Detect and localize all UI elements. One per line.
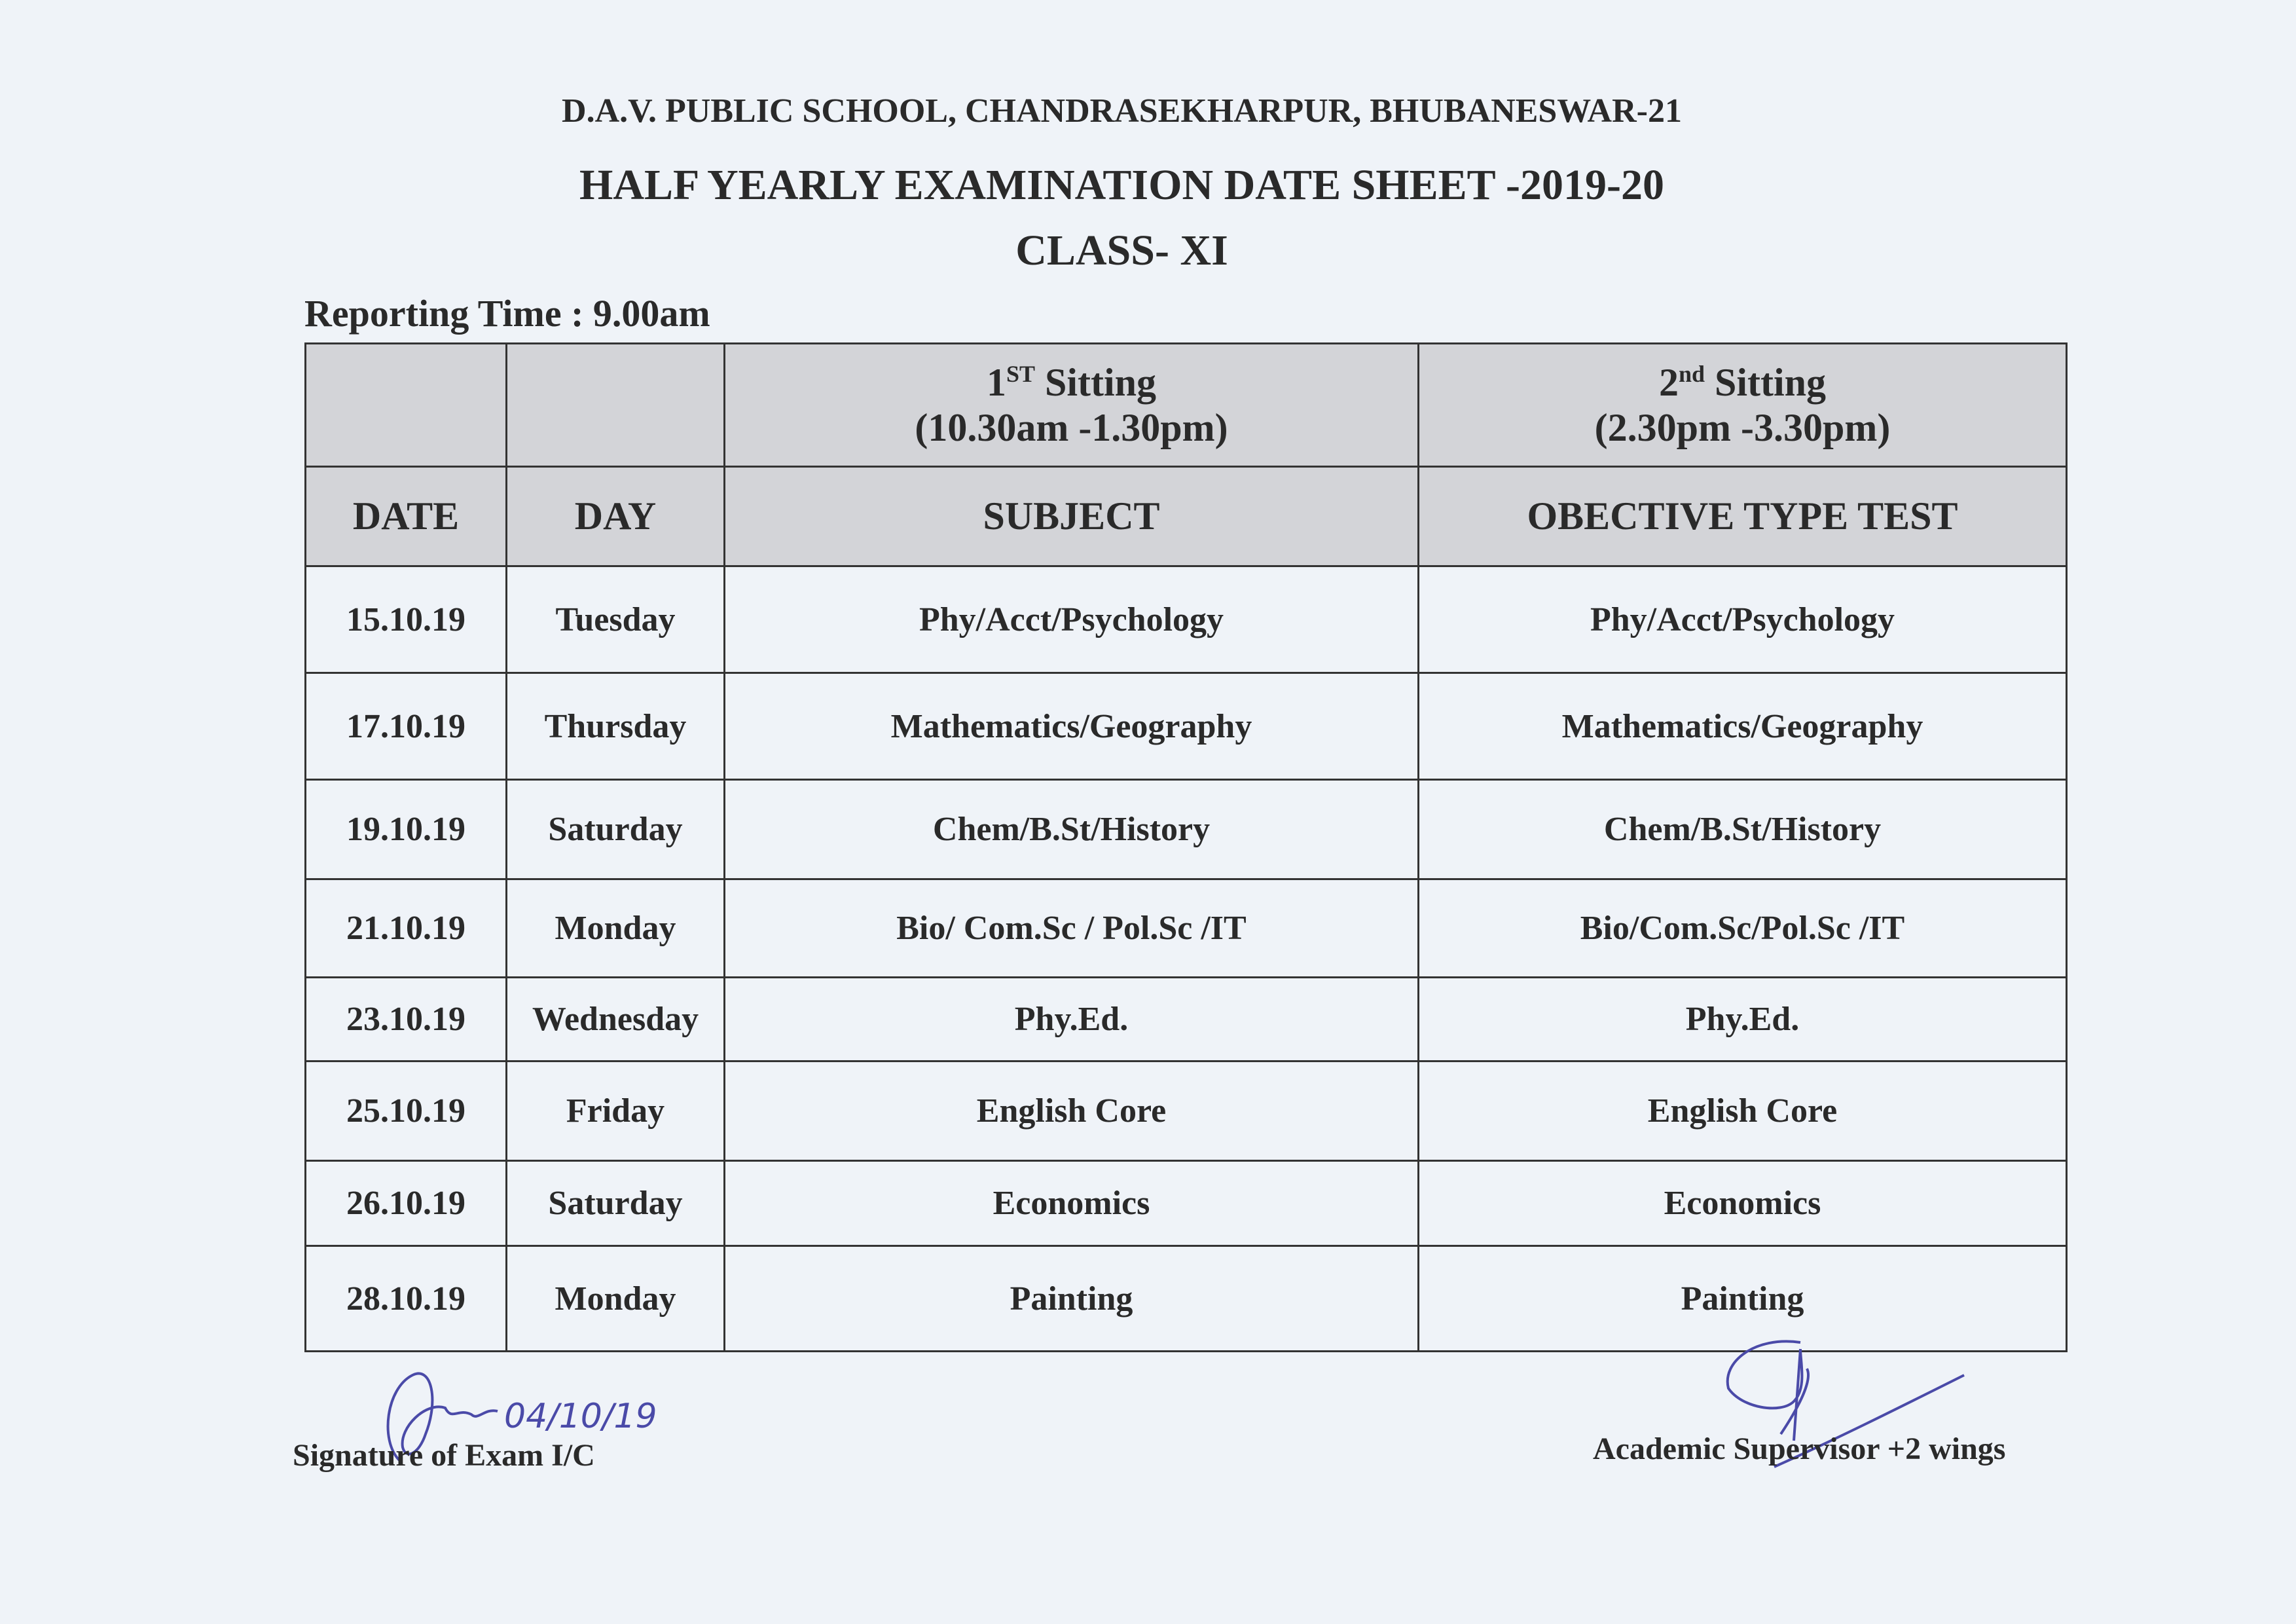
table-row [306, 978, 2067, 1061]
table-row [306, 1061, 2067, 1161]
subject-cell: Mathematics/Geography [725, 673, 1419, 780]
subject-cell: Phy/Acct/Psychology [725, 566, 1419, 673]
sitting-time: (2.30pm -3.30pm) [1594, 405, 1891, 449]
sitting-header-row [306, 344, 2067, 467]
objective-cell: Mathematics/Geography [1419, 673, 2067, 780]
objective-cell: Phy.Ed. [1419, 978, 2067, 1061]
date-cell: 23.10.19 [306, 978, 507, 1061]
table-row [306, 1161, 2067, 1246]
sitting-number: 2 [1658, 360, 1679, 404]
date-cell: 26.10.19 [306, 1161, 507, 1246]
day-cell: Thursday [507, 673, 725, 780]
date-cell: 17.10.19 [306, 673, 507, 780]
date-cell: 25.10.19 [306, 1061, 507, 1161]
school-name: D.A.V. PUBLIC SCHOOL, CHANDRASEKHARPUR, BHUBANESWAR-21 [562, 92, 1682, 130]
sitting-number: 1 [986, 360, 1006, 404]
objective-cell: Phy/Acct/Psychology [1419, 566, 2067, 673]
column-header-row [306, 467, 2067, 566]
exam-ic-signature-label: Signature of Exam I/C [293, 1438, 595, 1473]
table-row [306, 780, 2067, 879]
date-sheet-table [304, 342, 2068, 1352]
objective-cell: Painting [1419, 1246, 2067, 1352]
subject-cell: Phy.Ed. [725, 978, 1419, 1061]
academic-supervisor-label: Academic Supervisor +2 wings [1593, 1431, 2006, 1466]
column-header-date: DATE [306, 467, 507, 566]
date-cell: 15.10.19 [306, 566, 507, 673]
date-cell: 19.10.19 [306, 780, 507, 879]
signature-date: 04/10/19 [504, 1397, 657, 1436]
document-title: HALF YEARLY EXAMINATION DATE SHEET -2019-20 [579, 161, 1664, 209]
day-cell: Saturday [507, 780, 725, 879]
second-sitting-header [1419, 344, 2067, 467]
table-row [306, 566, 2067, 673]
column-header-objective: OBECTIVE TYPE TEST [1419, 467, 2067, 566]
class-label: CLASS- XI [1015, 227, 1228, 274]
table-row [306, 879, 2067, 978]
blank-header-cell [306, 344, 507, 467]
table-row [306, 673, 2067, 780]
day-cell: Tuesday [507, 566, 725, 673]
reporting-time: Reporting Time : 9.00am [304, 292, 710, 335]
subject-cell: Chem/B.St/History [725, 780, 1419, 879]
objective-cell: Bio/Com.Sc/Pol.Sc /IT [1419, 879, 2067, 978]
sitting-suffix: nd [1678, 360, 1705, 387]
sitting-time: (10.30am -1.30pm) [915, 405, 1228, 449]
day-cell: Monday [507, 1246, 725, 1352]
sitting-suffix: ST [1006, 360, 1035, 387]
blank-header-cell [507, 344, 725, 467]
subject-cell: Bio/ Com.Sc / Pol.Sc /IT [725, 879, 1419, 978]
day-cell: Monday [507, 879, 725, 978]
sitting-label: Sitting [1705, 360, 1827, 404]
objective-cell: English Core [1419, 1061, 2067, 1161]
column-header-subject: SUBJECT [725, 467, 1419, 566]
subject-cell: English Core [725, 1061, 1419, 1161]
day-cell: Saturday [507, 1161, 725, 1246]
date-cell: 28.10.19 [306, 1246, 507, 1352]
day-cell: Friday [507, 1061, 725, 1161]
objective-cell: Economics [1419, 1161, 2067, 1246]
sitting-label: Sitting [1035, 360, 1157, 404]
subject-cell: Painting [725, 1246, 1419, 1352]
day-cell: Wednesday [507, 978, 725, 1061]
objective-cell: Chem/B.St/History [1419, 780, 2067, 879]
subject-cell: Economics [725, 1161, 1419, 1246]
date-cell: 21.10.19 [306, 879, 507, 978]
column-header-day: DAY [507, 467, 725, 566]
first-sitting-header [725, 344, 1419, 467]
